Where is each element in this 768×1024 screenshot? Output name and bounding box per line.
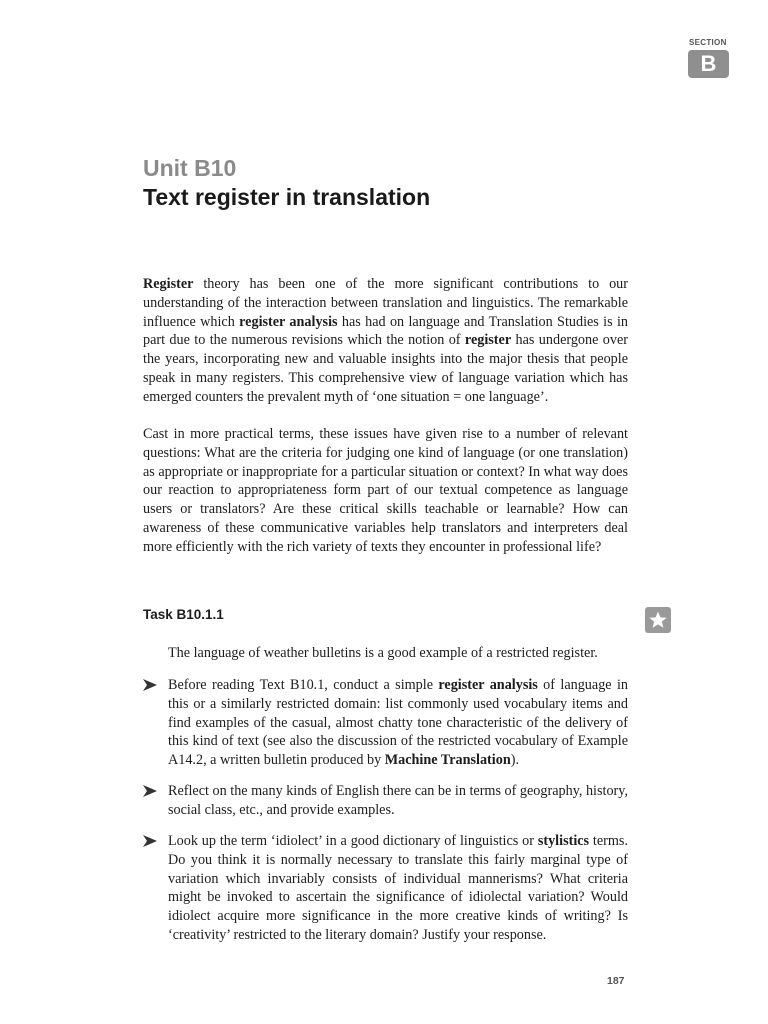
text-run: Before reading Text B10.1, conduct a simple [168, 677, 439, 693]
task-bullet-text [168, 782, 628, 820]
text-run: of language in this or a similarly restricted domain: list commonly used vocabulary items and find examples of the casual, almost chatty tone characteristic of the delivery of this kind of text (see also the discussion of the restricted vocabulary of Example A14.2, a written bulletin produced by [168, 677, 628, 769]
task-bullet-text [168, 676, 628, 770]
bold-term: Machine Translation [384, 752, 511, 769]
text-run: ). [510, 752, 519, 769]
body-paragraph-1 [143, 275, 628, 407]
section-badge [688, 50, 729, 78]
bold-term: stylistics [537, 833, 590, 849]
bold-term: register analysis [438, 677, 538, 693]
section-letter: B [700, 51, 717, 76]
task-bullet [143, 782, 628, 820]
section-label: SECTION [689, 38, 727, 47]
arrow-bullet-icon [143, 784, 157, 798]
arrow-bullet-icon [143, 678, 157, 692]
text-run: Reflect on the many kinds of English there can be in terms of geography, history, social class, etc., and provide examples. [168, 783, 628, 818]
text-run: Cast in more practical terms, these issues have given rise to a number of relevant questions: What are the criteria for judging one kind of language (or one translation) as appropriate or inappropriate for a particular situation or context? In what way does our reaction to appropriateness form part of our textual competence as language users or translators? Are these critical skills teachable or learnable? How can awareness of these communicative variables help translators and interpreters deal more efficiently with the rich variety of texts they encounter in professional life? [143, 426, 628, 555]
bold-term: Register [143, 276, 194, 292]
bold-term: register analysis [239, 313, 338, 330]
task-title: Task B10.1.1 [143, 607, 224, 622]
task-intro: The language of weather bulletins is a good example of a restricted register. [168, 645, 598, 661]
bold-term: register [464, 332, 512, 349]
unit-title: Text register in translation [143, 184, 431, 210]
text-run: has had on language and Translation Studies is in part due to the numerous revisions which the notion of [143, 313, 629, 349]
task-bullet-text [168, 832, 628, 945]
body-paragraph-2 [143, 425, 628, 557]
text-run: has undergone over the years, incorporating new and valuable insights into the major thesis that people speak in many registers. This comprehensive view of language variation which has emerged counters the prevalent myth of ‘one situation = one language’. [143, 332, 628, 405]
text-run: Look up the term ‘idiolect’ in a good dictionary of linguistics or [168, 833, 538, 849]
text-run: theory has been one of the more significant contributions to our understanding of the interaction between translation and linguistics. The remarkable influence which [143, 276, 628, 330]
task-bullet [143, 832, 628, 945]
page-number: 187 [607, 975, 625, 987]
arrow-bullet-icon [143, 834, 157, 848]
task-bullet [143, 676, 628, 770]
star-icon [645, 607, 671, 633]
unit-number: Unit B10 [143, 155, 237, 181]
text-run: terms. Do you think it is normally necessary to translate this fairly marginal type of variation which invariably consists of individual mannerisms? What criteria might be invoked to ascertain the significance of idiolectal variation? Would idiolect acquire more significance in the more creative kinds of writing? Is ‘creativity’ restricted to the literary domain? Justify your response. [168, 833, 628, 943]
